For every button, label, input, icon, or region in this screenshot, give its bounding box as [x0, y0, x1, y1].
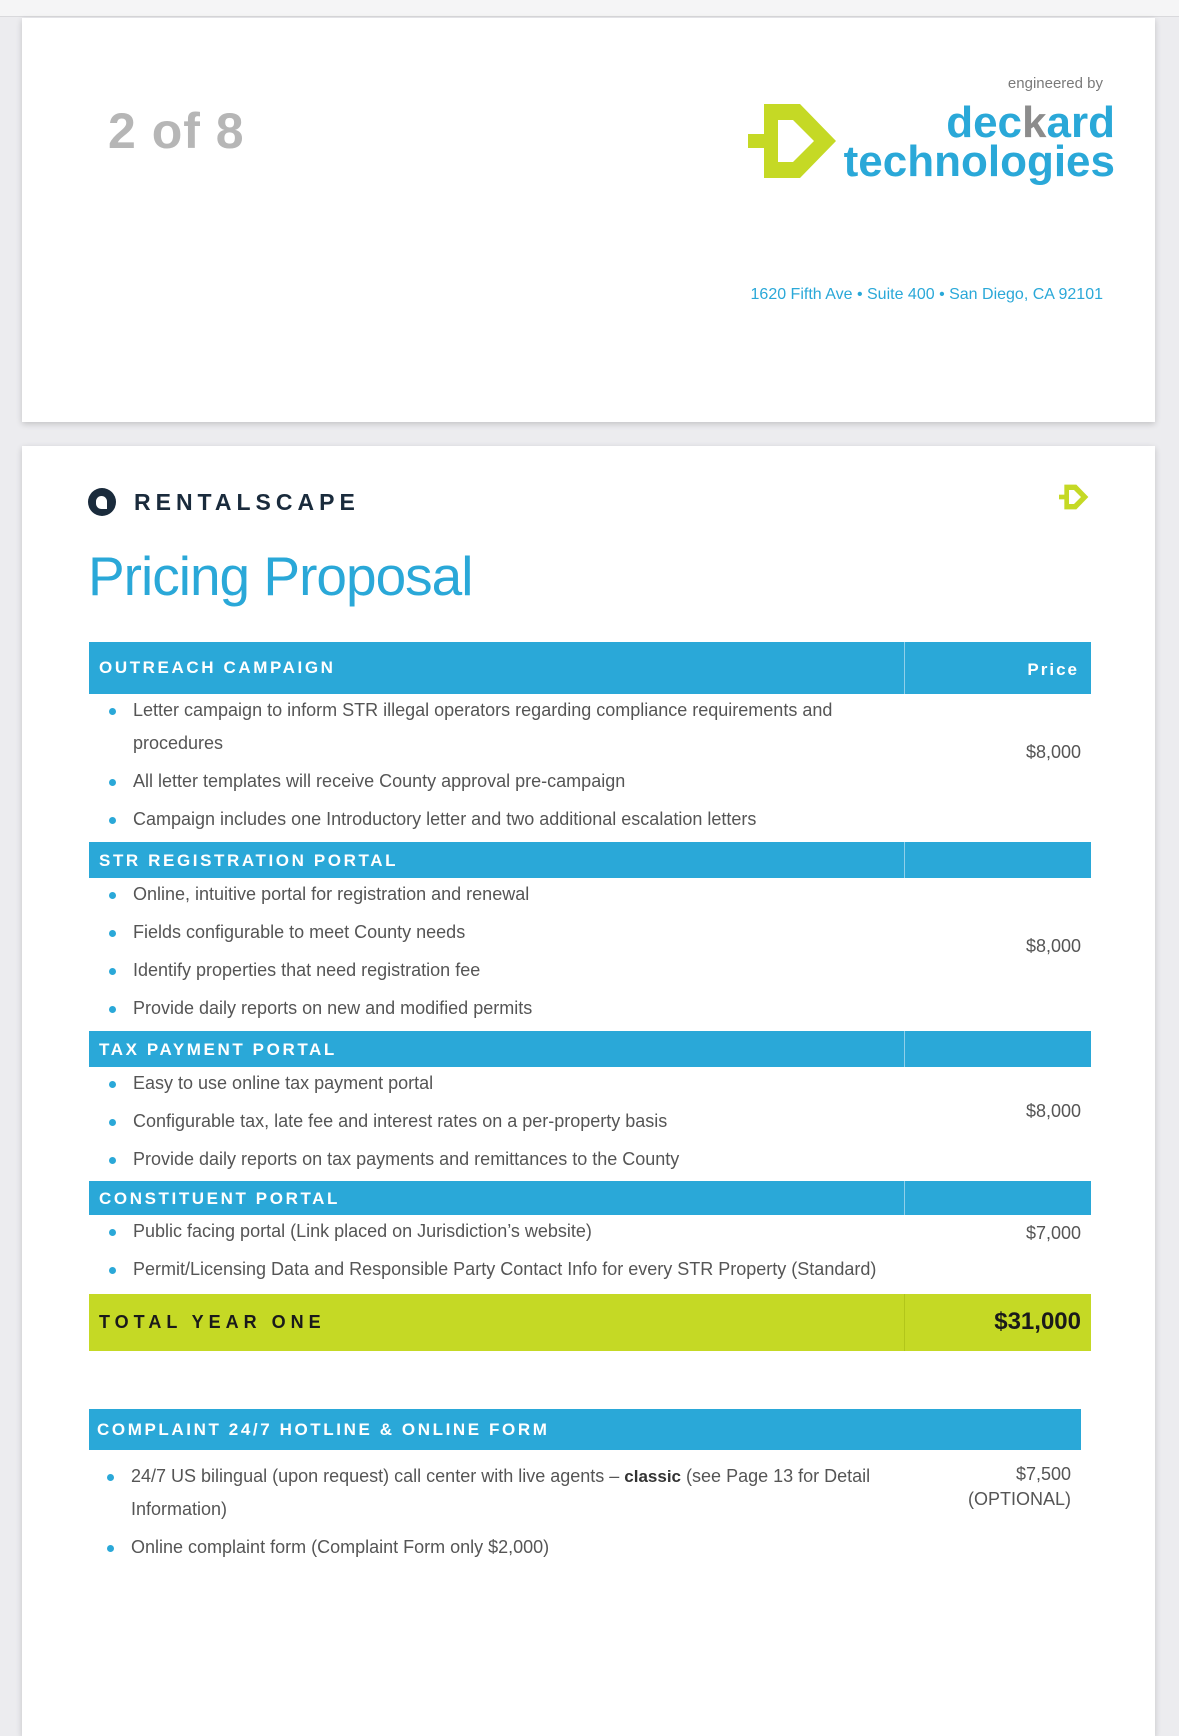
total-label: TOTAL YEAR ONE — [99, 1312, 326, 1332]
section-price: $7,000 — [1025, 1223, 1081, 1243]
section-header — [89, 1409, 1081, 1450]
section-body — [89, 694, 1091, 842]
list-item: Configurable tax, late fee and interest rates on a per-property basis — [133, 1105, 667, 1138]
optional-price-amount: $7,500 — [1015, 1464, 1071, 1484]
engineered-by-label: engineered by — [1007, 75, 1103, 92]
list-item — [131, 1460, 870, 1493]
pricing-section-registration — [89, 842, 1091, 1031]
section-title: COMPLAINT 24/7 HOTLINE & ONLINE FORM — [97, 1420, 550, 1439]
list-item-text: Information) — [131, 1499, 228, 1519]
section-body — [89, 1215, 1091, 1291]
section-title: CONSTITUENT PORTAL — [99, 1189, 341, 1208]
list-item: Letter campaign to inform STR illegal operators regarding compliance requirements and — [133, 694, 832, 727]
price-column-header: Price — [1027, 660, 1079, 679]
list-item: Online, intuitive portal for registration and renewal — [133, 878, 529, 911]
section-header — [89, 1031, 1091, 1067]
deckard-mini-logo-icon — [1059, 484, 1089, 510]
document-page-header — [22, 18, 1155, 422]
list-item: Campaign includes one Introductory letter and two additional escalation letters — [133, 803, 756, 836]
section-header — [89, 642, 1091, 694]
list-item: Online complaint form (Complaint Form only $2,000) — [131, 1531, 549, 1564]
list-item: Provide daily reports on tax payments and remittances to the County — [133, 1143, 679, 1176]
list-item-text: (see Page 13 for Detail — [686, 1466, 871, 1486]
section-price: $8,000 — [1025, 936, 1081, 956]
section-header — [89, 1181, 1091, 1215]
section-title: TAX PAYMENT PORTAL — [99, 1040, 337, 1059]
list-item-continuation — [133, 727, 223, 760]
optional-price-note: (OPTIONAL) — [967, 1489, 1071, 1509]
section-header — [89, 842, 1091, 878]
pricing-section-tax — [89, 1031, 1091, 1181]
list-item: Permit/Licensing Data and Responsible Party Contact Info for every STR Property (Standard) — [133, 1253, 876, 1286]
logo-text-ard: ard — [1046, 98, 1115, 147]
section-price: $8,000 — [1025, 1101, 1081, 1121]
section-body — [89, 878, 1091, 1031]
list-item-text: 24/7 US bilingual (upon request) call center with live agents – — [131, 1466, 620, 1486]
page-title: Pricing Proposal — [88, 545, 473, 607]
rentalscape-name: RENTALSCAPE — [134, 488, 360, 515]
optional-price — [968, 1462, 1071, 1512]
pricing-section-constituent — [89, 1181, 1091, 1291]
logo-text-dec: dec — [946, 98, 1023, 147]
classic-tier-label: classic — [624, 1467, 682, 1486]
rentalscape-logo-icon — [88, 488, 116, 516]
list-item: Easy to use online tax payment portal — [133, 1067, 433, 1100]
deckard-logo-icon — [748, 104, 838, 178]
page-indicator: 2 of 8 — [108, 103, 245, 159]
pricing-section-complaint-hotline — [89, 1409, 1081, 1580]
company-address: 1620 Fifth Ave • Suite 400 • San Diego, CA 92101 — [750, 286, 1103, 303]
total-year-one-row — [89, 1294, 1091, 1351]
list-item: Fields configurable to meet County needs — [133, 916, 465, 949]
section-body — [89, 1067, 1091, 1181]
deckard-logo-wordmark — [843, 98, 1115, 186]
document-page-pricing — [22, 446, 1155, 1736]
list-item: Identify properties that need registration fee — [133, 954, 480, 987]
section-body — [89, 1450, 1081, 1580]
section-title: STR REGISTRATION PORTAL — [99, 851, 399, 870]
list-item: Public facing portal (Link placed on Jurisdiction’s website) — [133, 1215, 592, 1248]
list-item: Provide daily reports on new and modified permits — [133, 992, 532, 1025]
total-amount: $31,000 — [994, 1308, 1081, 1335]
pricing-section-outreach — [89, 642, 1091, 842]
logo-text-k: k — [1022, 98, 1047, 147]
section-title: OUTREACH CAMPAIGN — [99, 658, 336, 677]
list-item: All letter templates will receive County approval pre-campaign — [133, 765, 625, 798]
logo-text-technologies: technologies — [843, 136, 1115, 186]
rentalscape-brand — [88, 488, 360, 516]
section-price: $8,000 — [1025, 742, 1081, 762]
viewer-top-bar — [0, 0, 1179, 17]
list-item-continuation — [131, 1493, 227, 1526]
list-item-text: procedures — [133, 733, 224, 753]
